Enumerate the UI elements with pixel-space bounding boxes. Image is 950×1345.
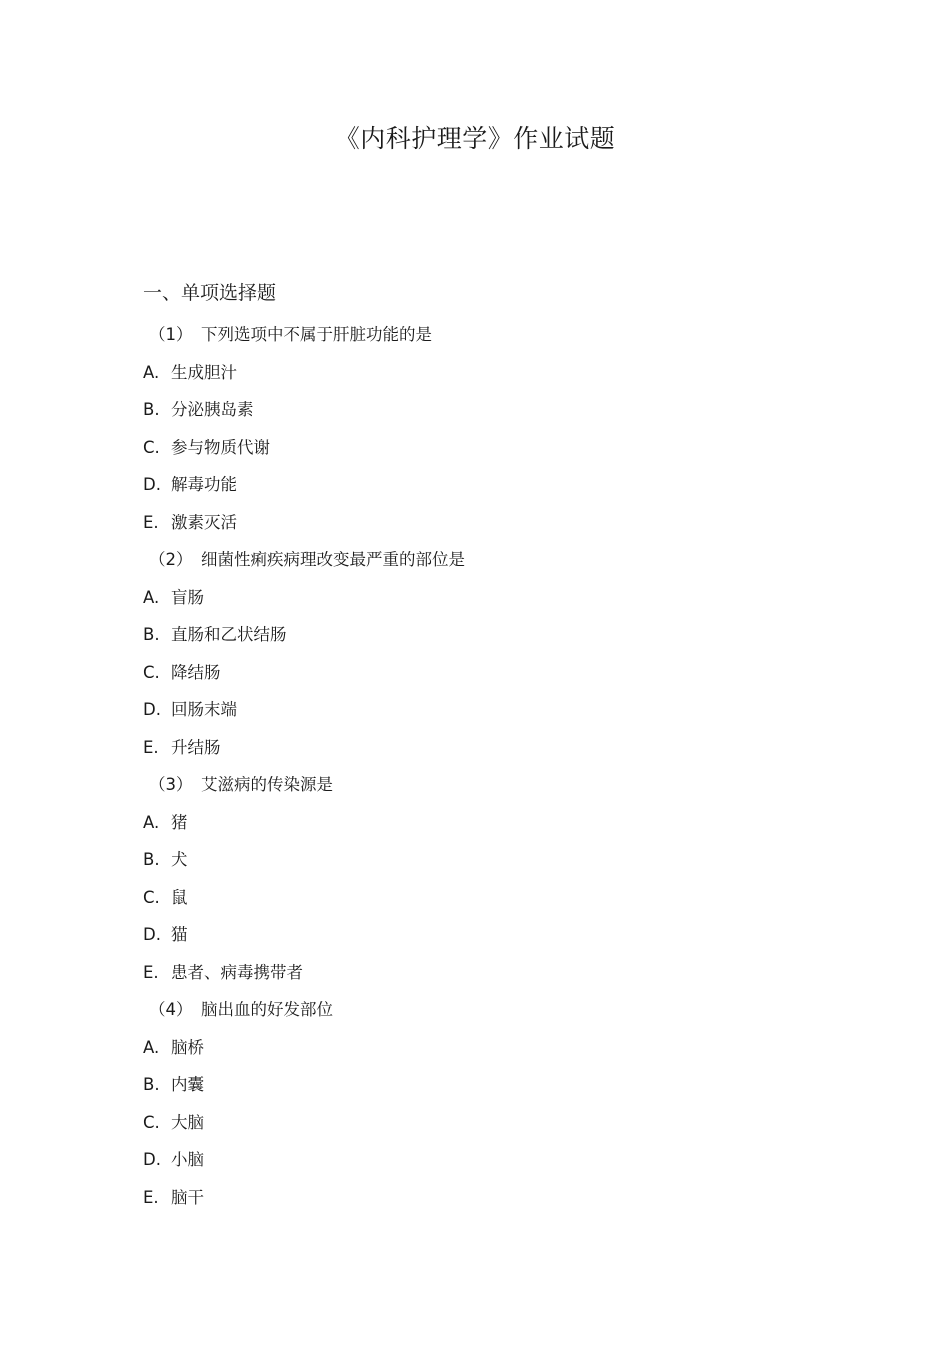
question-2-stem <box>143 541 843 579</box>
question-3-option-d <box>143 916 843 954</box>
option-letter: A. <box>143 362 160 382</box>
option-text: 回肠末端 <box>171 700 237 719</box>
option-text: 直肠和乙状结肠 <box>171 625 287 644</box>
document-title: 《内科护理学》作业试题 <box>334 124 616 153</box>
option-letter: B. <box>143 850 160 869</box>
question-3-option-e <box>143 954 843 992</box>
option-text: 升结肠 <box>171 737 221 757</box>
option-letter: C. <box>143 1112 160 1132</box>
option-text: 参与物质代谢 <box>171 437 270 457</box>
question-2-option-e <box>143 729 843 767</box>
question-1-stem <box>143 316 843 354</box>
question-number: （3） <box>149 775 193 794</box>
option-text: 大脑 <box>171 1112 204 1132</box>
question-1-option-b <box>143 391 843 429</box>
question-3-option-c <box>143 879 843 917</box>
question-number: （4） <box>149 1000 193 1019</box>
question-1-option-a <box>143 354 843 392</box>
option-letter: A. <box>143 812 160 832</box>
option-letter: C. <box>143 887 160 907</box>
question-list <box>143 316 843 1216</box>
option-letter: C. <box>143 437 160 457</box>
question-4-option-e <box>143 1179 843 1217</box>
option-text: 脑桥 <box>171 1037 204 1057</box>
option-text: 激素灭活 <box>171 512 237 532</box>
option-letter: E. <box>143 962 159 982</box>
option-letter: B. <box>143 400 160 419</box>
option-text: 犬 <box>171 850 188 869</box>
option-text: 降结肠 <box>171 662 221 682</box>
question-text: 脑出血的好发部位 <box>201 1000 333 1019</box>
question-4-stem <box>143 991 843 1029</box>
option-letter: A. <box>143 1037 160 1057</box>
option-letter: B. <box>143 625 160 644</box>
question-2-option-c <box>143 654 843 692</box>
option-text: 内囊 <box>171 1075 204 1094</box>
question-2-option-b <box>143 616 843 654</box>
option-text: 盲肠 <box>171 587 204 607</box>
question-3-option-a <box>143 804 843 842</box>
option-text: 分泌胰岛素 <box>171 400 254 419</box>
section-heading: 一、单项选择题 <box>143 282 277 304</box>
question-2-option-d <box>143 691 843 729</box>
question-text: 下列选项中不属于肝脏功能的是 <box>201 325 432 344</box>
question-1-option-c <box>143 429 843 467</box>
option-letter: D. <box>143 1150 161 1169</box>
option-letter: E. <box>143 512 159 532</box>
question-text: 细菌性痢疾病理改变最严重的部位是 <box>201 550 465 569</box>
option-text: 患者、病毒携带者 <box>171 962 303 982</box>
option-text: 猫 <box>171 925 188 944</box>
question-4-option-c <box>143 1104 843 1142</box>
option-letter: E. <box>143 1187 159 1207</box>
option-text: 脑干 <box>171 1187 204 1207</box>
option-text: 生成胆汁 <box>171 362 237 382</box>
option-letter: D. <box>143 475 161 494</box>
option-text: 猪 <box>171 812 188 832</box>
option-letter: C. <box>143 662 160 682</box>
question-number: （2） <box>149 550 193 569</box>
question-4-option-a <box>143 1029 843 1067</box>
question-3-stem <box>143 766 843 804</box>
question-1-option-d <box>143 466 843 504</box>
option-text: 鼠 <box>171 887 188 907</box>
question-3-option-b <box>143 841 843 879</box>
option-letter: A. <box>143 587 160 607</box>
option-letter: B. <box>143 1075 160 1094</box>
question-text: 艾滋病的传染源是 <box>201 775 333 794</box>
question-4-option-d <box>143 1141 843 1179</box>
option-letter: D. <box>143 700 161 719</box>
question-2-option-a <box>143 579 843 617</box>
option-text: 小脑 <box>171 1150 204 1169</box>
option-letter: E. <box>143 737 159 757</box>
option-letter: D. <box>143 925 161 944</box>
option-text: 解毒功能 <box>171 475 237 494</box>
question-1-option-e <box>143 504 843 542</box>
question-4-option-b <box>143 1066 843 1104</box>
question-number: （1） <box>149 325 193 344</box>
